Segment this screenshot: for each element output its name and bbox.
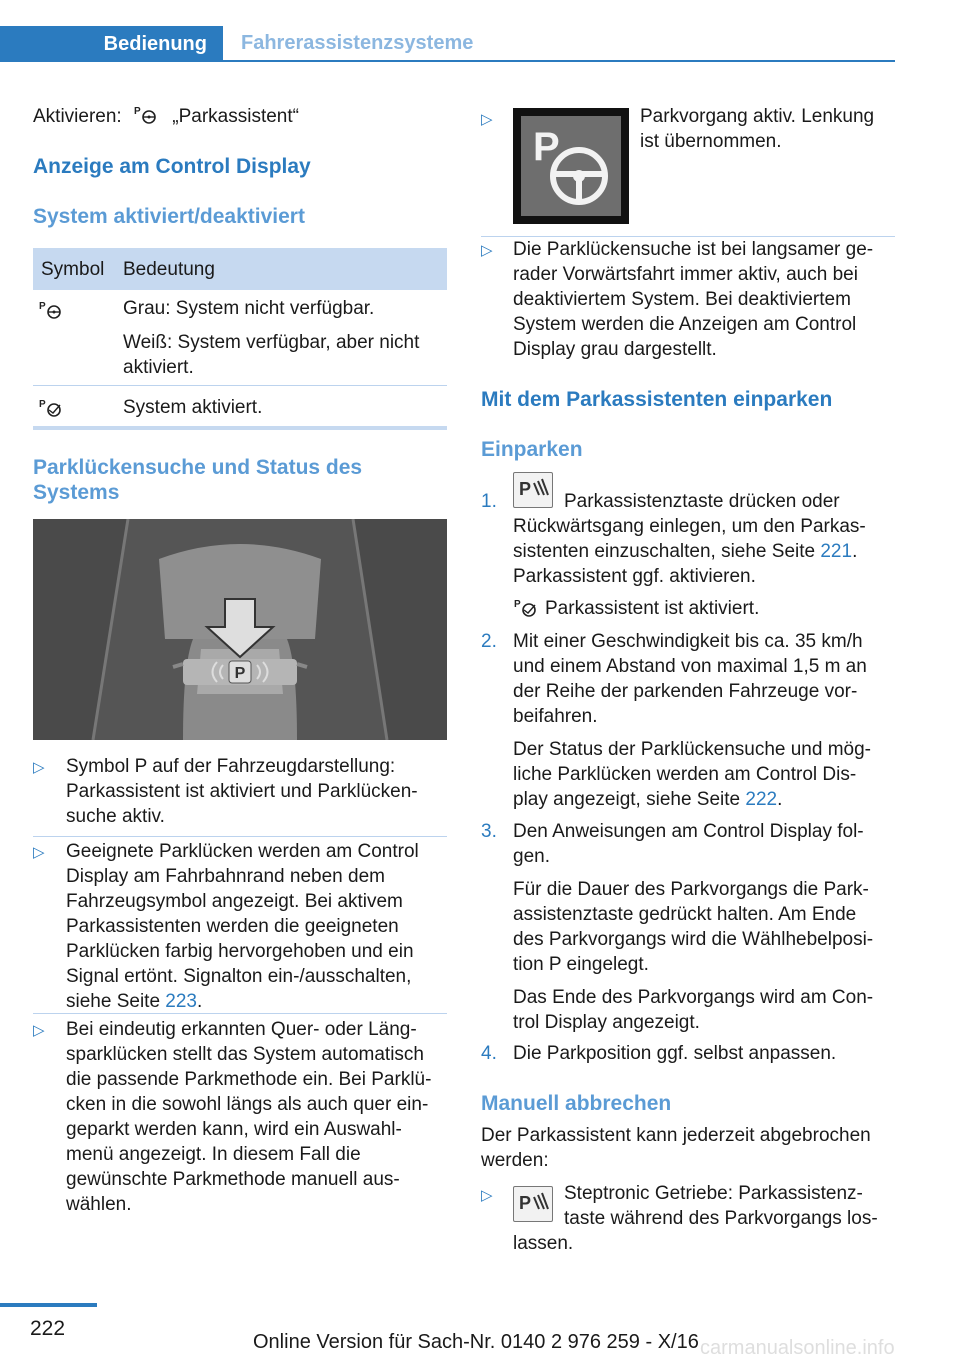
activate-line: Aktivieren: P „Parkassistent“: [33, 106, 299, 127]
svg-text:P: P: [519, 1193, 532, 1213]
section-title-einparken: Mit dem Parkassistenten einparken: [481, 388, 833, 411]
watermark: carmanualsonline.info: [700, 1337, 895, 1359]
bullet-marker: ▷: [481, 242, 493, 259]
parking-display-illustration: [33, 519, 447, 740]
page-link-222[interactable]: 222: [745, 789, 778, 810]
park-assist-icon: [133, 105, 161, 125]
table-row-2: System aktiviert.: [123, 397, 263, 418]
page-link-223[interactable]: 223: [165, 991, 197, 1012]
park-assist-grey-icon: [38, 300, 66, 320]
col-meaning: Bedeutung: [123, 259, 215, 280]
bullet-marker: ▷: [481, 1187, 493, 1204]
bullet-marker: ▷: [33, 759, 45, 776]
cancel-bullet-line-c: lassen.: [513, 1233, 574, 1254]
tab-bedienung[interactable]: Bedienung: [0, 26, 223, 62]
svg-text:P: P: [133, 106, 141, 117]
symbol-table-header: [33, 248, 447, 290]
step-4-number: 4.: [481, 1043, 497, 1064]
step-2-text: Mit einer Geschwindigkeit bis ca. 35 km/h und einem Abstand von maximal 1,5 m an der Reihe der parkenden Fahrzeuge vor‐ beifahren. Der Status der Parklückensuche und mög‐ liche Parklücken werden am Control Dis‐ play angezeigt, siehe Seite 222.: [513, 631, 872, 810]
icon-caption-2: ist übernommen.: [640, 131, 782, 152]
park-assist-active-icon: [513, 598, 541, 618]
step-1-line-e: Parkassistent ist aktiviert.: [545, 598, 760, 619]
tab-fahrerassistenzsysteme[interactable]: Fahrerassistenzsysteme: [223, 26, 895, 62]
svg-text:P: P: [519, 479, 532, 499]
cancel-title: Manuell abbrechen: [481, 1092, 672, 1115]
bullet-parklueckensuche: Die Parklückensuche ist bei langsamer ge‐ rader Vorwärtsfahrt immer aktiv, auch bei deaktiviertem System. Bei deaktiviertem System werden die Anzeigen am Control Display grau dargestellt.: [513, 239, 874, 360]
step-4-text: Die Parkposition ggf. selbst anpassen.: [513, 1043, 837, 1064]
cancel-bullet-text: Steptronic Getriebe: Parkassistenz‐ taste während des Parkvorgangs los‐: [564, 1183, 878, 1229]
page-number: 222: [30, 1317, 66, 1340]
step-2-number: 2.: [481, 631, 497, 652]
bullet-3: Bei eindeutig erkannten Quer- oder Läng‐ sparklücken stellt das System automatisch die passende Parkmethode ein. Bei Parklü‐ cken in die sowohl längs als auch quer ein‐ geparkt werden kann, wird ein Auswahl‐ menü angezeigt. In diesem Fall die gewünschte Parkmethode manuell aus‐ wählen.: [66, 1019, 432, 1215]
table-bottom-border: [33, 426, 447, 430]
online-version: Online Version für Sach-Nr. 0140 2 976 259 - X/16: [253, 1331, 699, 1353]
bullet-1: Symbol P auf der Fahrzeugdarstellung: Parkassistent ist aktiviert und Parklücken‐ suche aktiv.: [66, 756, 418, 827]
icon-letter-p: P: [533, 125, 560, 169]
cancel-text: Der Parkassistent kann jederzeit abgebrochen werden:: [481, 1125, 871, 1171]
svg-text:P: P: [39, 301, 46, 312]
park-assist-active-icon: [38, 398, 66, 418]
status-title-1: Parklückensuche und Status des: [33, 456, 363, 479]
illustration-p-letter: P: [234, 665, 246, 682]
step-1-line-a: Parkassistenztaste drücken oder: [564, 491, 840, 512]
step-1-number: 1.: [481, 491, 497, 512]
step-3-text: Den Anweisungen am Control Display fol‐ gen. Für die Dauer des Parkvorgangs die Park‐ assistenztaste gedrückt halten. Am Ende des Parkvorgangs wird die Wählhebelposi‐ tion P eingelegt. Das Ende des Parkvorgangs wird am Con‐ trol Display angezeigt.: [513, 821, 874, 1033]
footer-accent-line: [0, 1303, 97, 1307]
bullet-marker: ▷: [33, 844, 45, 861]
col-symbol: Symbol: [41, 259, 105, 280]
page-link-221[interactable]: 221: [820, 541, 853, 562]
table-row-1-line2b: aktiviert.: [123, 357, 194, 378]
icon-caption-1: Parkvorgang aktiv. Lenkung: [640, 106, 875, 127]
table-row-1-line1: Grau: System nicht verfügbar.: [123, 298, 375, 319]
park-steering-icon: [513, 108, 629, 224]
step-1-text: Rückwärtsgang einlegen, um den Parkas‐ sistenten einzuschalten, siehe Seite 221. Parkassistent ggf. aktivieren.: [513, 516, 866, 587]
park-assist-button-icon: [513, 472, 553, 508]
table-row-1-line2a: Weiß: System verfügbar, aber nicht: [123, 332, 420, 353]
svg-text:P: P: [514, 599, 521, 610]
bullet-2: Geeignete Parklücken werden am Control Display am Fahrbahnrand neben dem Fahrzeugsymbol angezeigt. Bei aktivem Parkassistenten werden die geeigneten Parklücken farbig hervorgehoben und ein Signal ertönt. Signalton ein-/ausschalten, siehe Seite 223.: [66, 841, 419, 1012]
bullet-marker: ▷: [481, 111, 493, 128]
section-title-control-display: Anzeige am Control Display: [33, 155, 311, 178]
subsection-title-system: System aktiviert/deaktiviert: [33, 205, 305, 228]
table-separator: [33, 385, 447, 386]
step-3-number: 3.: [481, 821, 497, 842]
svg-text:P: P: [39, 399, 46, 410]
bullet-marker: ▷: [33, 1022, 45, 1039]
status-title-2: Systems: [33, 481, 120, 504]
park-assist-button-icon: [513, 1186, 553, 1222]
subtitle-einparken: Einparken: [481, 438, 583, 461]
